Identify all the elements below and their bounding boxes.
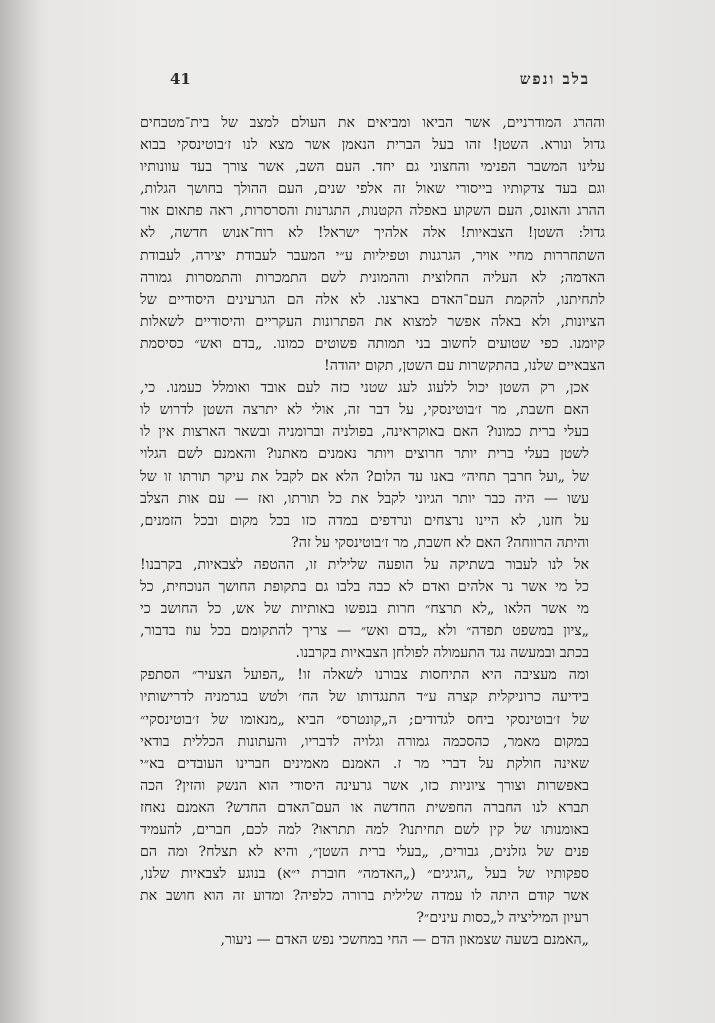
text-line: אל לנו לעבור בשתיקה על הופעה שלילית זו, ההטפה לצבאיות, בקרבנו! bbox=[140, 556, 589, 573]
text-line: וגם בעד צדקותיו בייסורי שאול זה אלפי שנים, העם ההולך בחושך הגלות, bbox=[140, 181, 605, 198]
text-line: ומה מעציבה היא התיחסות צבורנו לשאלה זו! „הפועל הצעיר״ הסתפק bbox=[140, 667, 589, 684]
text-line: בעלי ברית כמונו? האם באוקראינה, בפולניה וברומניה ובשאר הארצות אין לו bbox=[140, 424, 589, 441]
text-line: האדמה; לא העליה החלוצית וההמונית לשם התמכרות והתמסרות גמורה bbox=[140, 269, 605, 286]
text-line: השתחררות מחיי אויר, הגרגנות וטפיליות ע״י המעבר לעבודת יצירה, לעבודת bbox=[140, 247, 605, 264]
text-line: של ז׳בוטינסקי ביחס לגדודים; ה„קונטרס״ הביא „מנאומו של ז׳בוטינסקי״ bbox=[140, 711, 589, 728]
text-line: על חזנו, לא היינו נרצחים ונרדפים במדה כזו בכל מקום ובכל הזמנים, bbox=[140, 512, 589, 529]
text-line: גדול ונורא. השטן! זהו בעל הברית הנאמן אשר מצא לנו ז׳בוטינסקי בבוא bbox=[140, 137, 605, 154]
page-header bbox=[170, 70, 590, 94]
text-line: „ציון במשפט תפדה״ ולא „בדם ואש״ — צריך להתקומם בכל עוז בדבור, bbox=[140, 623, 589, 640]
text-line: ההרג והאונס, העם השקוע באפלה הקטנות, התגרנות והסרסרות, ראה פתאום אור bbox=[140, 203, 605, 220]
text-line: שאינה חולקת על דברי מר ז. האמנם מאמינים חברינו העובדים בא״י bbox=[140, 755, 589, 772]
text-line: האם חשבת, מר ז׳בוטינסקי, על דבר זה, אולי לא יתרצה השטן לדרוש לו bbox=[140, 402, 589, 419]
paragraph bbox=[140, 664, 605, 929]
text-line: גדול: השטן! הצבאיות! אלה אלהיך ישראל! לא רוח־אנוש חדשה, לא bbox=[140, 225, 605, 242]
text-line: מי אשר הלאו „לא תרצח״ חרות בנפשו באותיות של אש, כל החושב כי bbox=[140, 601, 589, 618]
text-line: ספקותיו של בעל „הגיגים״ („האדמה״ חוברת י״א) בנוגע לצבאיות שלנו, bbox=[140, 866, 589, 883]
text-line: והיתה הרווחה? האם לא חשבת, מר ז׳בוטינסקי על זה? bbox=[291, 534, 589, 551]
text-line: באפשרות וצורך ציוניות כזו, אשר גרעינה היסודי הוא הנשק והזין? הכה bbox=[140, 777, 589, 794]
paragraph bbox=[140, 377, 605, 554]
text-line: הציונות, ולא באלה אפשר למצוא את הפתרונות העקריים והיסודיים לשאלות bbox=[140, 313, 605, 330]
paragraph bbox=[140, 554, 605, 664]
running-title: בלב ונפש bbox=[519, 70, 590, 88]
text-line: וההרג המודרניים, אשר הביאו ומביאים את העולם למצב של בית־מטבחים bbox=[140, 115, 605, 131]
text-line: של „ועל חרבך תחיה״ באנו עד הלום? הלא אם לקבל את עיקר תורתו זו של bbox=[140, 468, 589, 485]
paragraph bbox=[140, 929, 605, 951]
text-line: תברא לנו החברה החפשית החדשה או העם־האדם החדש? האמנם נאחז bbox=[140, 799, 589, 816]
text-line: לשטן בעלי ברית יותר חרוצים ויותר נאמנים מאתנו? והאמנם לשם הגלוי bbox=[140, 446, 589, 463]
text-line: בידיעה כרוניקלית קצרה ע״ד התנגדותו של הח׳ ולטש בגרמניה לדרישותיו bbox=[140, 689, 589, 706]
text-line: רעיון המיליציה ל„כסות עינים״? bbox=[416, 910, 589, 927]
page-number: 41 bbox=[170, 70, 191, 88]
text-line: „האמנם בשעה שצמאון הדם — החי במחשכי נפש האדם — ניעור, bbox=[220, 932, 589, 949]
text-line: עשו — היה כבר יותר הגיוני לקבל את כל תורתו, ואז — עם אות הצלב bbox=[140, 490, 589, 507]
text-line: לתחיתנו, להקמת העם־האדם בארצנו. לא אלה הם הגרעינים היסודיים של bbox=[140, 291, 605, 308]
text-line: במקום מאמר, כהסכמה גמורה וגלויה לדבריו, והעתונות הכללית בודאי bbox=[140, 733, 589, 750]
text-line: קיומנו. כפי שטועים לחשוב בני תמותה פשוטים כמונו. „בדם ואש״ כסיסמת bbox=[140, 335, 605, 352]
paragraph bbox=[140, 112, 605, 377]
text-line: באומנותו של קין לשם תחיתנו? למה תתראו? למה לכם, חברים, להעמיד bbox=[140, 822, 589, 838]
text-line: בכתב ובמעשה נגד התעמולה לפולחן הצבאיות בקרבנו. bbox=[295, 645, 589, 662]
text-line: הצבאיים שלנו, בהתקשרות עם השטן, תקום יהודה! bbox=[324, 358, 605, 375]
body-text bbox=[140, 112, 605, 952]
text-line: כל מי אשר נר אלהים ואדם לא כבה בלבו גם בתקופת החושך הנוכחית, כל bbox=[140, 578, 589, 595]
text-line: עלינו המשבר הפנימי והחצוני גם יחד. העם השב, אשר צורך בעד עוונותיו bbox=[140, 159, 605, 176]
text-line: אשר קודם היתה לו עמדה שלילית ברורה כלפיה? ומדוע זה הוא חושב את bbox=[140, 888, 589, 905]
text-line: פנים של גזלנים, גבורים, „בעלי ברית השטן״, והיא לא תצלח? ומה הם bbox=[140, 844, 589, 861]
text-line: אכן, רק השטן יכול ללעוג לעג שטני כזה לעם אובד ואומלל כעמנו. כי, bbox=[140, 380, 589, 397]
